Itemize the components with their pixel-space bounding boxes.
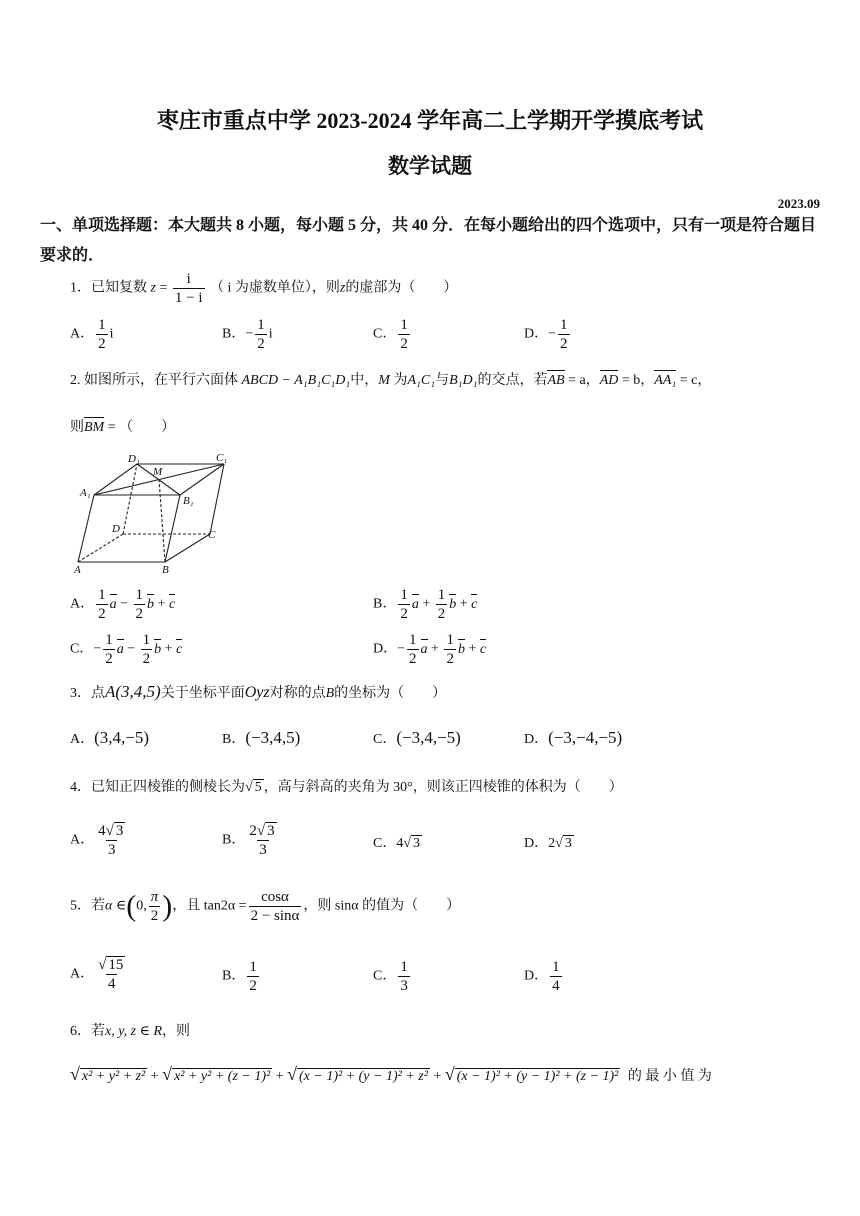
sqrt-symbol: √ 5 xyxy=(245,780,262,795)
option-label: A． xyxy=(70,966,95,982)
option-label: C． xyxy=(373,326,397,342)
q2-text: = a， xyxy=(564,373,600,388)
option-label: D． xyxy=(524,732,549,747)
frac-num: 1 xyxy=(400,959,408,975)
right-paren: ) xyxy=(162,889,173,923)
coef: 4 xyxy=(98,823,106,839)
frac-den: 2 xyxy=(142,651,151,667)
coef: 4 xyxy=(396,836,404,851)
frac-num: 1 xyxy=(98,587,106,603)
frac-den: 2 xyxy=(257,336,265,352)
frac-num: 1 xyxy=(105,632,113,648)
question-1 xyxy=(70,270,457,307)
option-value: (−3,−4,−5) xyxy=(548,728,623,747)
vector-b: b xyxy=(154,641,162,657)
question-2-line1 xyxy=(70,369,711,389)
q2-text: 与 xyxy=(435,373,450,388)
exam-title: 枣庄市重点中学 2023-2024 学年高二上学期开学摸底考试 xyxy=(156,108,704,133)
q4-option-b xyxy=(222,822,281,859)
q1-frac-den: 1 − i xyxy=(174,290,203,306)
q2-text: 为 xyxy=(393,373,408,388)
sqrt-radicand: 3 xyxy=(267,823,275,839)
option-label: D． xyxy=(524,326,549,342)
vector-a: a xyxy=(116,641,124,657)
q1-frac-num: i xyxy=(186,271,191,287)
frac-num: cosα xyxy=(261,889,289,905)
vector-a: a xyxy=(411,596,419,612)
q1-option-b xyxy=(222,316,273,353)
q5-option-d xyxy=(524,958,564,995)
q2-segment-b1d1: B₁D₁ xyxy=(449,373,478,388)
q4-text: 4．已知正四棱锥的侧棱长为 xyxy=(70,780,245,795)
q3-option-d xyxy=(524,728,622,748)
q2-solid-name: ABCD − A₁B₁C₁D₁ xyxy=(241,373,351,388)
q3-point-a: A(3,4,5) xyxy=(105,682,161,701)
q2-option-a: A． $\frac{1}{2}$ a − $\frac{1}{2}$ b + c xyxy=(70,587,176,622)
option-fraction xyxy=(398,958,410,995)
frac-num: 1 xyxy=(437,587,446,603)
vector-b: b xyxy=(457,641,465,657)
sqrt-radicand: 3 xyxy=(115,823,124,839)
frac-num: 1 xyxy=(552,959,560,975)
q5-text: 5．若 xyxy=(70,898,105,914)
frac-den: 3 xyxy=(107,842,116,858)
frac-num: 1 xyxy=(400,317,408,333)
option-label: A． xyxy=(70,326,95,342)
label-d1: D₁ xyxy=(128,453,140,465)
q3-point-b: B xyxy=(325,686,335,701)
option-fraction xyxy=(444,631,456,668)
q3-option-c xyxy=(373,728,461,748)
option-fraction xyxy=(141,631,153,668)
option-fraction xyxy=(436,586,448,623)
option-label: D． xyxy=(524,968,549,984)
q2-text: 2. 如图所示，在平行六面体 xyxy=(70,373,238,388)
q2-vector-ad: AD xyxy=(599,373,619,388)
section-heading: 一、单项选择题：本大题共 8 小题，每小题 5 分，共 40 分．在每小题给出的四个选项中，只有一项是符合题目要求的． xyxy=(40,217,817,264)
q2-vector-aa1: AA₁ xyxy=(654,373,677,388)
exam-date: 2023.09 xyxy=(777,196,820,211)
option-fraction xyxy=(96,586,108,623)
option-label: C． xyxy=(373,968,397,984)
frac-num: 1 xyxy=(249,959,257,975)
plus: + xyxy=(275,1069,284,1084)
option-fraction xyxy=(96,956,127,993)
q6-term-1: x² + y² + z² xyxy=(81,1069,146,1084)
frac-den: 2 − sinα xyxy=(250,908,300,924)
sqrt-symbol: √ xyxy=(287,1064,297,1084)
q3-option-b xyxy=(222,728,300,748)
option-fraction xyxy=(247,958,259,995)
sqrt-radicand: 15 xyxy=(108,957,124,973)
question-2-line2 xyxy=(70,416,175,436)
option-label: C． xyxy=(70,641,94,657)
sqrt-radicand: 5 xyxy=(254,780,262,795)
frac-den: 4 xyxy=(552,978,560,994)
label-b1: B₁ xyxy=(183,495,194,507)
q3-text: 3．点 xyxy=(70,686,105,701)
question-4 xyxy=(70,776,623,796)
label-m: M xyxy=(153,466,163,478)
frac-num: 1 xyxy=(135,587,144,603)
sqrt-radicand: 3 xyxy=(564,836,572,851)
q6-expression xyxy=(70,1064,712,1085)
q5-option-a xyxy=(70,956,129,993)
plus: + xyxy=(433,1069,442,1084)
q2-option-c: C．− $\frac{1}{2}$ a − $\frac{1}{2}$ b + c xyxy=(70,632,183,667)
option-label: D． xyxy=(373,641,398,657)
frac-num: π xyxy=(150,889,159,905)
coef: 2 xyxy=(249,823,257,839)
q6-term-3: (x − 1)² + (y − 1)² + z² xyxy=(299,1069,428,1084)
sqrt-symbol: √ xyxy=(162,1064,173,1084)
frac-den: 2 xyxy=(249,978,257,994)
option-value: (−3,4,5) xyxy=(245,728,301,747)
frac-den: 3 xyxy=(400,978,408,994)
sqrt-radicand: 3 xyxy=(413,836,421,851)
q3-text: 的坐标为（ ） xyxy=(334,686,447,701)
vector-c: c xyxy=(168,596,176,612)
label-c1: C₁ xyxy=(216,452,228,464)
frac-den: 2 xyxy=(437,606,446,622)
q2-segment-a1c1: A₁C₁ xyxy=(407,373,436,388)
q2-vector-ab: AB xyxy=(547,373,565,388)
vector-c: c xyxy=(176,641,183,657)
frac-num: 2√ 3 xyxy=(249,823,275,839)
q2-option-b: B． $\frac{1}{2}$ a + $\frac{1}{2}$ b + c xyxy=(373,587,478,622)
q2-text: 中， xyxy=(350,373,379,388)
q5-option-b xyxy=(222,958,261,995)
frac-num: 1 xyxy=(409,632,417,648)
question-3 xyxy=(70,682,446,702)
q1-var-z2: z xyxy=(339,280,346,296)
option-tail: i xyxy=(109,326,114,342)
q6-vars: x, y, z ∈ R xyxy=(105,1024,163,1039)
option-label: B． xyxy=(222,732,246,747)
vector-c: c xyxy=(479,641,487,657)
q1-note: （ i 为虚数单位），则 xyxy=(210,280,340,296)
option-sign: − xyxy=(548,326,557,342)
q2-text: = c， xyxy=(676,373,712,388)
frac-den: 2 xyxy=(98,606,106,622)
q4-option-d: D．2√ 3 xyxy=(524,836,572,851)
option-fraction xyxy=(398,316,410,353)
option-label: C． xyxy=(373,732,397,747)
q2-text: = （ ） xyxy=(104,420,176,435)
vector-a: a xyxy=(420,641,428,657)
vector-c: c xyxy=(471,596,478,612)
exam-subtitle: 数学试题 xyxy=(388,154,472,178)
frac-den: 2 xyxy=(105,651,113,667)
option-fraction xyxy=(134,586,146,623)
frac-den: 2 xyxy=(400,336,408,352)
option-value: (−3,4,−5) xyxy=(396,728,461,747)
q2-option-d: D．− $\frac{1}{2}$ a + $\frac{1}{2}$ b + c xyxy=(373,632,487,667)
frac-num: √ 15 xyxy=(98,957,124,973)
q1-suffix: 的虚部为（ ） xyxy=(345,280,458,296)
q4-option-c: C．4√ 3 xyxy=(373,836,421,851)
option-fraction xyxy=(247,822,278,859)
q2-text: 则 xyxy=(70,420,84,435)
coef: 2 xyxy=(548,836,556,851)
option-label: D． xyxy=(524,836,549,851)
q1-option-c xyxy=(373,316,412,353)
q6-text: 6．若 xyxy=(70,1024,105,1039)
q6-term-4: (x − 1)² + (y − 1)² + (z − 1)² xyxy=(456,1069,619,1084)
frac-num: 1 xyxy=(257,317,265,333)
left-paren: ( xyxy=(126,889,137,923)
frac-den: 2 xyxy=(150,908,159,924)
frac-num: 1 xyxy=(560,317,568,333)
vector-b: b xyxy=(147,596,155,612)
sqrt-symbol: √ xyxy=(70,1064,80,1084)
q5-alpha: α ∈ xyxy=(105,898,127,914)
option-fraction xyxy=(96,822,127,859)
q1-eq: = xyxy=(155,280,171,296)
option-value: (3,4,−5) xyxy=(94,728,150,747)
option-label: A． xyxy=(70,832,95,848)
frac-num: 4√ 3 xyxy=(98,823,124,839)
q5-fraction xyxy=(249,888,302,925)
q3-option-a xyxy=(70,728,149,748)
option-label: A． xyxy=(70,732,95,747)
q2-point-m: M xyxy=(378,373,390,388)
plus: + xyxy=(150,1069,159,1084)
option-fraction xyxy=(558,316,570,353)
q6-tail: 的 最 小 值 为 xyxy=(627,1069,712,1084)
q1-prefix: 1．已知复数 xyxy=(70,280,147,296)
frac-den: 2 xyxy=(446,651,454,667)
q2-text: 的交点，若 xyxy=(477,373,548,388)
label-c: C xyxy=(208,529,216,541)
frac-num: 1 xyxy=(400,587,408,603)
q3-text: 对称的点 xyxy=(269,686,326,701)
q5-text: ，则 sinα 的值为（ ） xyxy=(303,898,461,914)
option-fraction xyxy=(407,631,419,668)
frac-den: 4 xyxy=(107,976,116,992)
frac-num: 1 xyxy=(446,632,454,648)
option-label: A． xyxy=(70,596,95,612)
option-tail: i xyxy=(268,326,273,342)
q5-interval: 0, xyxy=(136,898,147,914)
option-label: B． xyxy=(222,326,246,342)
q2-text: = b， xyxy=(618,373,655,388)
q5-text: ，且 tan2α = xyxy=(172,898,247,914)
q2-vector-bm: BM xyxy=(84,420,105,435)
frac-den: 2 xyxy=(135,606,144,622)
q6-term-2: x² + y² + (z − 1)² xyxy=(174,1069,271,1084)
q1-fraction xyxy=(173,270,205,307)
q4-text: ，高与斜高的夹角为 30°，则该正四棱锥的体积为（ ） xyxy=(263,780,623,795)
frac-den: 3 xyxy=(259,842,267,858)
q6-text: ，则 xyxy=(162,1024,191,1039)
q3-text: 关于坐标平面 xyxy=(160,686,245,701)
option-fraction xyxy=(550,958,562,995)
q1-option-d xyxy=(524,316,572,353)
frac-den: 2 xyxy=(400,606,408,622)
q5-pi-fraction xyxy=(149,888,161,925)
parallelepiped-figure xyxy=(70,450,240,575)
option-label: B． xyxy=(222,968,246,984)
label-d: D xyxy=(112,523,120,535)
q3-plane: Oyz xyxy=(244,684,270,701)
question-6 xyxy=(70,1020,190,1040)
vector-a: a xyxy=(109,596,117,612)
vector-b: b xyxy=(449,596,457,612)
frac-den: 2 xyxy=(98,336,106,352)
q1-option-a xyxy=(70,316,114,353)
option-fraction xyxy=(255,316,267,353)
label-a1: A₁ xyxy=(80,487,91,499)
option-label: B． xyxy=(373,596,397,612)
option-fraction xyxy=(96,316,108,353)
option-fraction xyxy=(103,631,115,668)
option-sign: − xyxy=(245,326,254,342)
q4-option-a xyxy=(70,822,129,859)
frac-den: 2 xyxy=(560,336,568,352)
frac-num: 1 xyxy=(142,632,151,648)
option-label: B． xyxy=(222,832,246,848)
frac-num: 1 xyxy=(98,317,106,333)
question-5 xyxy=(70,888,460,925)
q5-option-c xyxy=(373,958,412,995)
frac-den: 2 xyxy=(409,651,417,667)
label-a: A xyxy=(74,564,81,575)
label-b: B xyxy=(162,564,169,575)
option-fraction xyxy=(398,586,410,623)
option-label: C． xyxy=(373,836,397,851)
sqrt-symbol: √ xyxy=(444,1064,455,1084)
q1-var-z: z xyxy=(150,280,156,296)
